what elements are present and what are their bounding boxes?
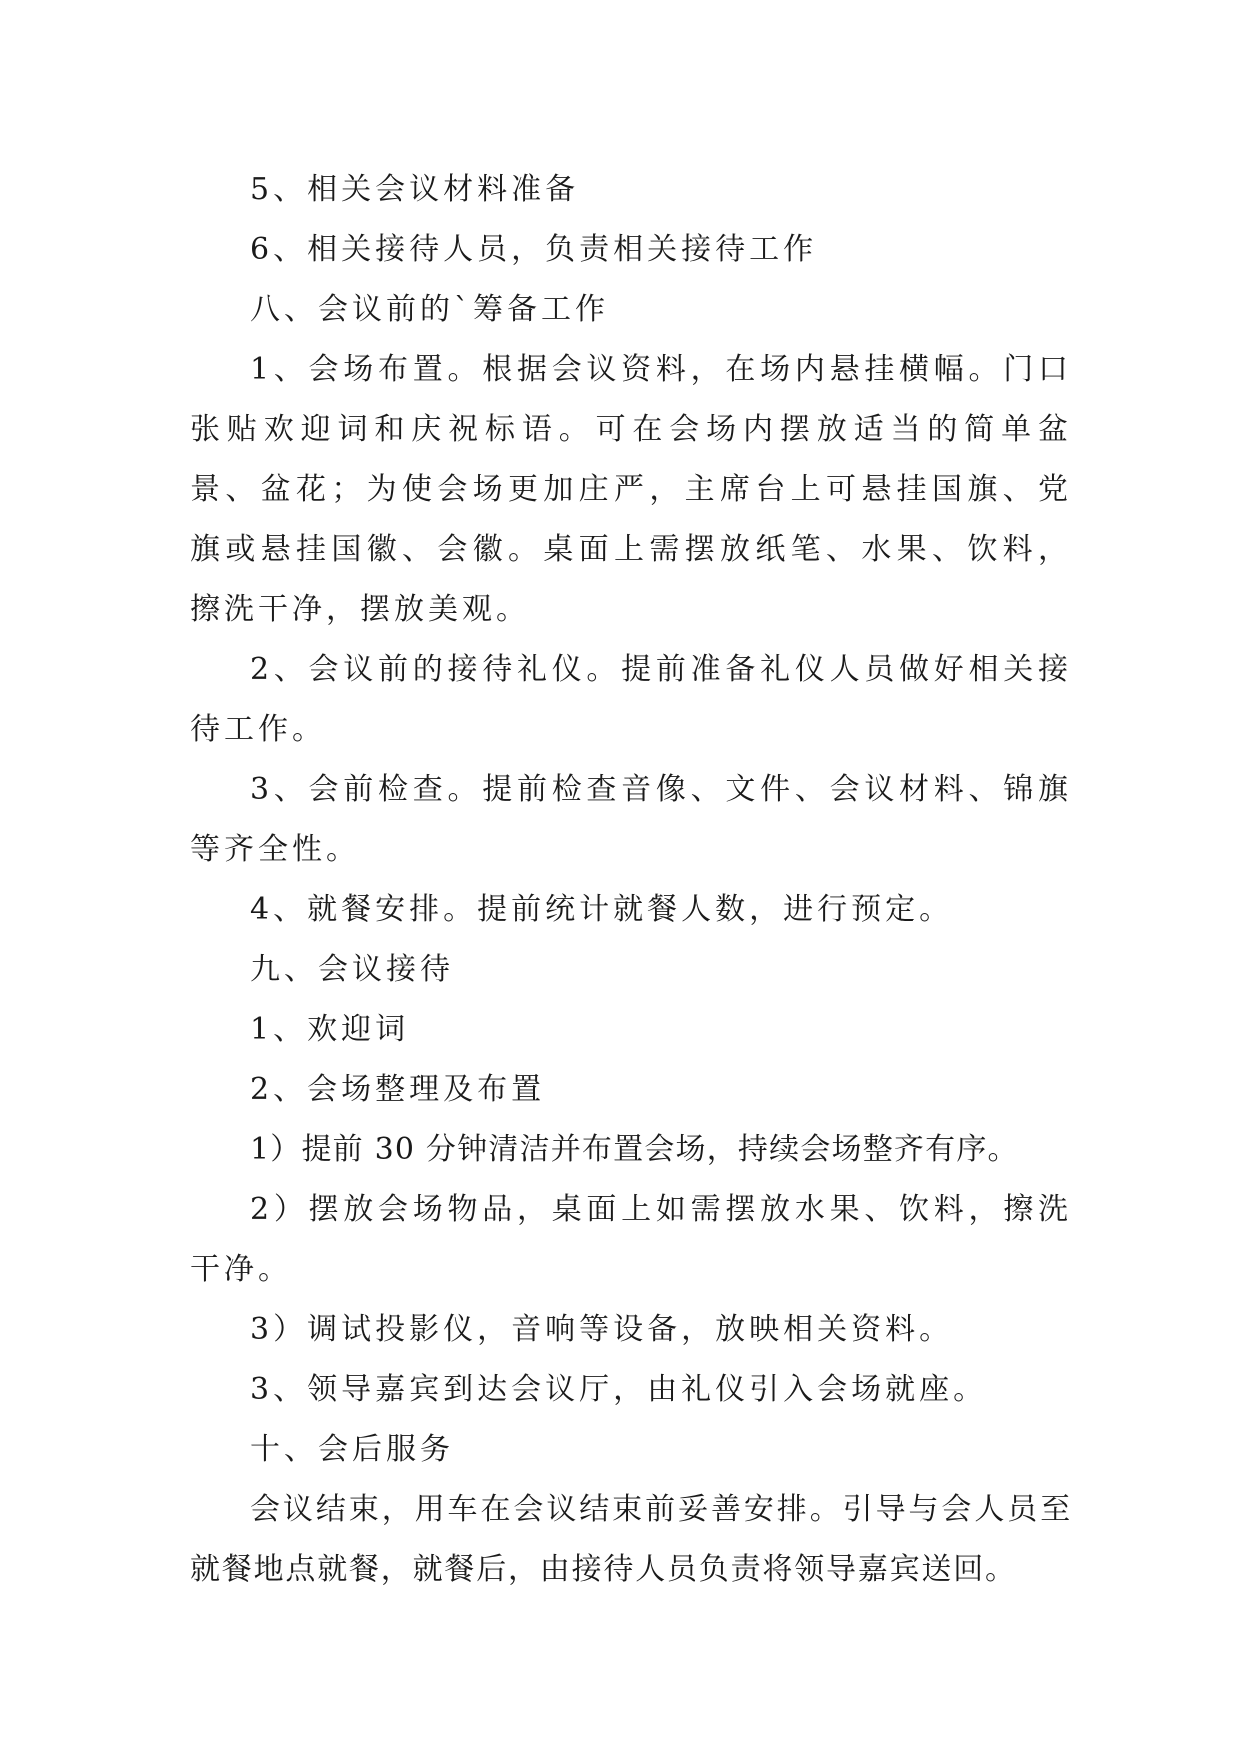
section-heading-10: 十、会后服务 [250,1432,454,1467]
section-heading-8: 八、会议前的`筹备工作 [250,292,609,327]
paragraph-dining-arrangement: 4、就餐安排。提前统计就餐人数，进行预定。 [250,892,954,927]
paragraph-venue-layout: 1、会场布置。根据会议资料，在场内悬挂横幅。门口张贴欢迎词和庆祝标语。可在会场内摆放适当的简单盆景、盆花；为使会场更加庄严，主席台上可悬挂国旗、党旗或悬挂国徽、会徽。桌面上需摆放纸笔、水果、饮料，擦洗干净，摆放美观。 [190,352,1072,627]
paragraph-place-items: 2）摆放会场物品，桌面上如需摆放水果、饮料，擦洗干净。 [190,1192,1072,1287]
paragraph-debug-projector: 3）调试投影仪，音响等设备，放映相关资料。 [250,1312,954,1347]
paragraph-guest-arrival: 3、领导嘉宾到达会议厅，由礼仪引入会场就座。 [250,1372,988,1407]
paragraph-item-5: 5、相关会议材料准备 [250,172,580,207]
paragraph-post-meeting-service: 会议结束，用车在会议结束前妥善安排。引导与会人员至就餐地点就餐，就餐后，由接待人员负责将领导嘉宾送回。 [190,1492,1072,1587]
document-body [190,160,1072,1600]
paragraph-cleaning: 1）提前 30 分钟清洁并布置会场，持续会场整齐有序。 [250,1132,1019,1167]
paragraph-venue-arrangement: 2、会场整理及布置 [250,1072,546,1107]
section-heading-9: 九、会议接待 [250,952,454,987]
paragraph-item-6: 6、相关接待人员，负责相关接待工作 [250,232,818,267]
paragraph-pre-meeting-check: 3、会前检查。提前检查音像、文件、会议材料、锦旗等齐全性。 [190,772,1072,867]
paragraph-welcome-speech: 1、欢迎词 [250,1012,410,1047]
paragraph-reception-etiquette: 2、会议前的接待礼仪。提前准备礼仪人员做好相关接待工作。 [190,652,1072,747]
